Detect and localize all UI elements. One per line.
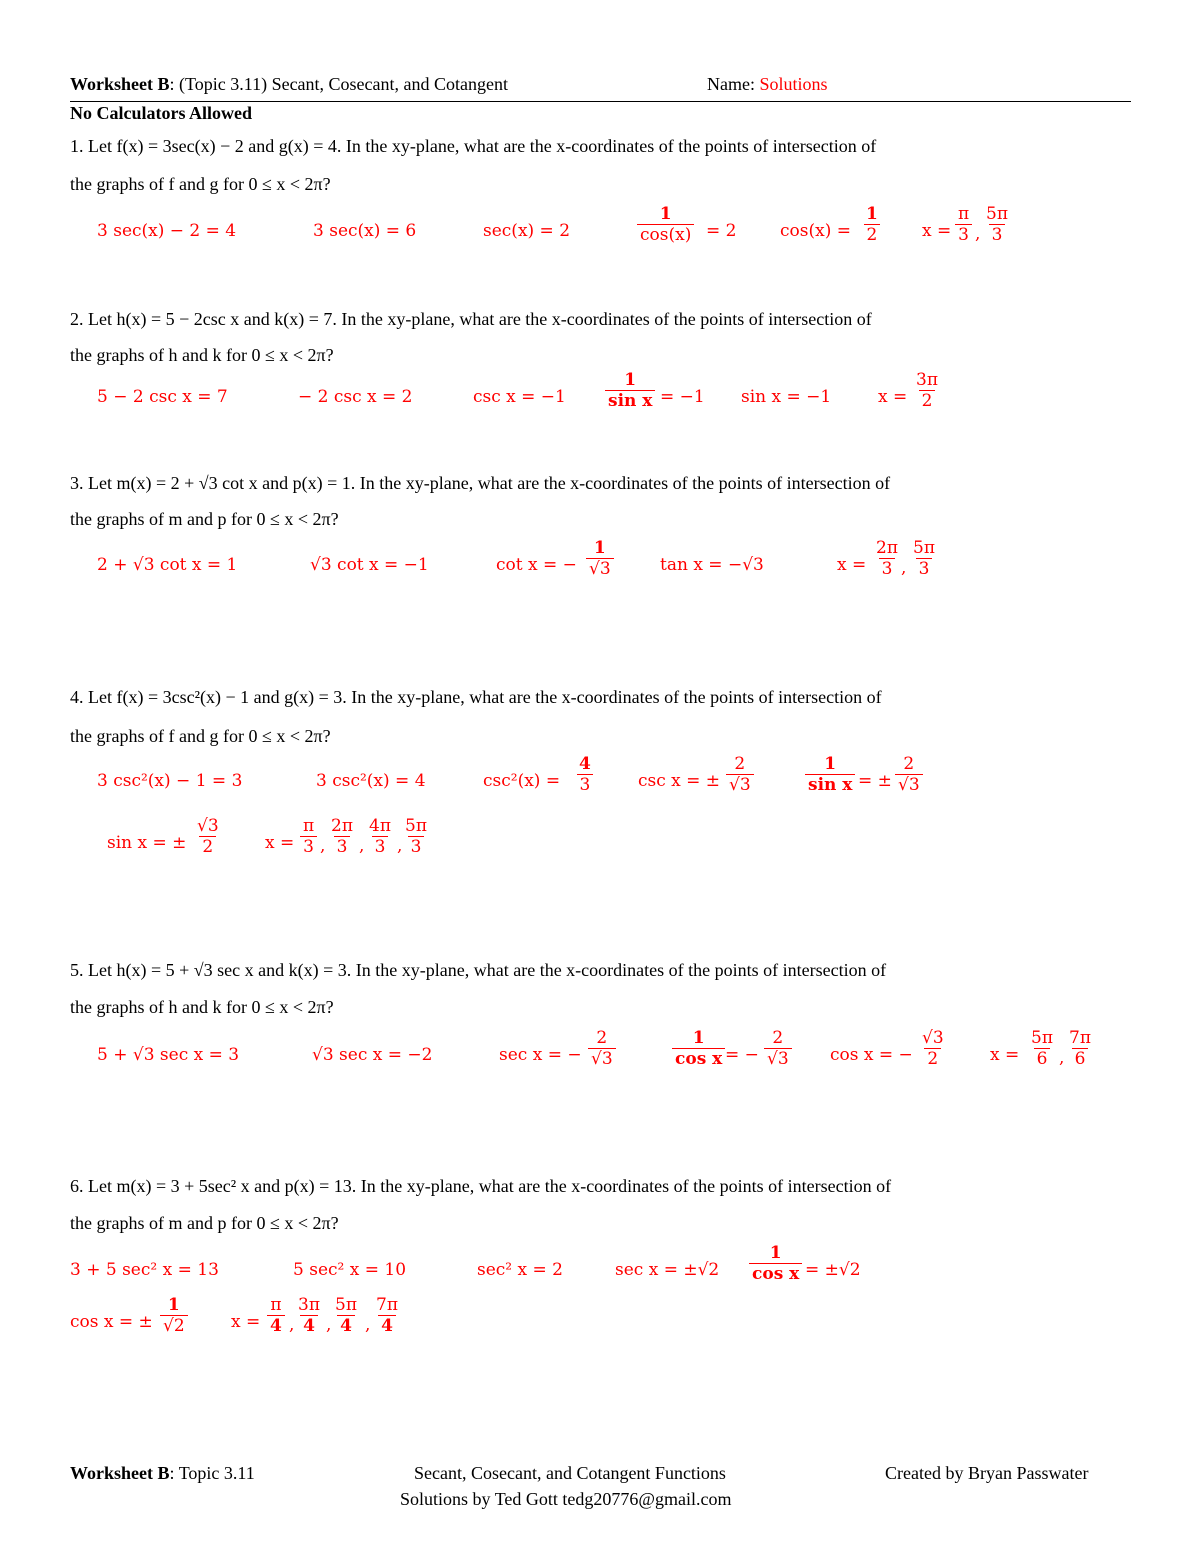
q2-answer: $\frac{3\pi}{2}$ [916, 370, 938, 411]
q1-step-3: sec(x) = 2 [483, 221, 571, 241]
question-5-line-2: the graphs of h and k for 0 ≤ x < 2π? [70, 997, 334, 1017]
q5-step-4: = − [725, 1045, 759, 1065]
question-1-line-2: the graphs of f and g for 0 ≤ x < 2π? [70, 174, 331, 194]
q6-answer-2: $\frac{3\pi}{4}$ [298, 1295, 320, 1336]
question-3-line-1: 3. Let m(x) = 2 + √3 cot x and p(x) = 1. In the xy-plane, what are the x-coordinates of the points of intersection of [70, 473, 891, 493]
question-2-line-1: 2. Let h(x) = 5 − 2csc x and k(x) = 7. In the xy-plane, what are the x-coordinates of the points of intersection of [70, 309, 872, 329]
q2-step-4: = −1 [660, 387, 705, 407]
q4-fraction-5: $\frac{√3}{2}$ [197, 816, 219, 857]
q5-fraction-3: $\frac{2}{√3}$ [764, 1028, 792, 1069]
q6-comma-1: , [289, 1315, 295, 1335]
q4-step-3: csc²(x) = [483, 771, 561, 791]
footer-topic: Secant, Cosecant, and Cotangent Functions [414, 1463, 726, 1483]
q2-step-1: 5 − 2 csc x = 7 [97, 387, 228, 407]
q4-step-5: = ± [858, 771, 892, 791]
q5-answer-2: $\frac{7\pi}{6}$ [1069, 1028, 1091, 1069]
q4-fraction-4: $\frac{2}{√3}$ [895, 754, 923, 795]
question-5-line-1: 5. Let h(x) = 5 + √3 sec x and k(x) = 3. In the xy-plane, what are the x-coordinates of the points of intersection of [70, 960, 887, 980]
q3-step-1: 2 + √3 cot x = 1 [97, 555, 238, 575]
q3-answer-label: x = [837, 555, 867, 575]
q6-answer-4: $\frac{7\pi}{4}$ [376, 1295, 398, 1336]
q1-fraction-1: $\frac{1}{\cos(x)}$ [637, 204, 694, 245]
q4-answer-label: x = [265, 833, 295, 853]
q4-fraction-2: $\frac{2}{√3}$ [726, 754, 754, 795]
q2-step-2: − 2 csc x = 2 [298, 387, 413, 407]
q4-fraction-3: $\frac{1}{\text{sin x}}$ [805, 754, 855, 795]
q5-step-5: cos x = − [830, 1045, 913, 1065]
question-6-line-2: the graphs of m and p for 0 ≤ x < 2π? [70, 1213, 339, 1233]
q4-step-2: 3 csc²(x) = 4 [316, 771, 426, 791]
name-field: Name: Solutions [707, 74, 828, 94]
question-4-line-1: 4. Let f(x) = 3csc²(x) − 1 and g(x) = 3. In the xy-plane, what are the x-coordinates of the points of intersection of [70, 687, 882, 707]
question-3-line-2: the graphs of m and p for 0 ≤ x < 2π? [70, 509, 339, 529]
footer-worksheet: Worksheet B: Topic 3.11 [70, 1463, 255, 1483]
q5-step-3: sec x = − [499, 1045, 582, 1065]
q4-comma-2: , [359, 836, 365, 856]
q6-comma-3: , [365, 1315, 371, 1335]
q1-step-1: 3 sec(x) − 2 = 4 [97, 221, 237, 241]
q1-step-2: 3 sec(x) = 6 [313, 221, 417, 241]
q2-fraction-1: $\frac{1}{\text{sin x}}$ [605, 370, 655, 411]
q6-answer-1: $\frac{\pi}{4}$ [267, 1295, 285, 1336]
q1-answer-2: $\frac{5\pi}{3}$ [986, 204, 1008, 245]
q3-step-3: cot x = − [496, 555, 577, 575]
q1-step-5: cos(x) = [780, 221, 851, 241]
q3-step-4: tan x = −√3 [660, 555, 764, 575]
q2-step-5: sin x = −1 [741, 387, 832, 407]
q6-step-1: 3 + 5 sec² x = 13 [70, 1260, 219, 1280]
q5-fraction-4: $\frac{√3}{2}$ [922, 1028, 944, 1069]
no-calculators-note: No Calculators Allowed [70, 103, 252, 123]
q5-answer-1: $\frac{5\pi}{6}$ [1031, 1028, 1053, 1069]
q6-step-4: sec x = ±√2 [615, 1260, 720, 1280]
q6-answer-3: $\frac{5\pi}{4}$ [335, 1295, 357, 1336]
q4-step-6: sin x = ± [107, 833, 187, 853]
q6-fraction-1: $\frac{1}{\text{cos x}}$ [749, 1243, 802, 1284]
question-4-line-2: the graphs of f and g for 0 ≤ x < 2π? [70, 726, 331, 746]
q3-fraction-1: $\frac{1}{√3}$ [586, 538, 614, 579]
q4-comma-3: , [397, 836, 403, 856]
q3-answer-1: $\frac{2\pi}{3}$ [876, 538, 898, 579]
q1-answer-1: $\frac{\pi}{3}$ [955, 204, 972, 245]
q6-step-3: sec² x = 2 [477, 1260, 563, 1280]
q6-step-2: 5 sec² x = 10 [293, 1260, 407, 1280]
q6-step-5: = ±√2 [805, 1260, 861, 1280]
q3-answer-2: $\frac{5\pi}{3}$ [913, 538, 935, 579]
q6-fraction-2: $\frac{1}{√2}$ [160, 1295, 188, 1336]
q5-answer-label: x = [990, 1045, 1020, 1065]
worksheet-header [70, 72, 1131, 102]
q4-answer-2: $\frac{2\pi}{3}$ [331, 816, 353, 857]
q1-fraction-2: $\frac{1}{2}$ [863, 204, 881, 245]
question-2-line-2: the graphs of h and k for 0 ≤ x < 2π? [70, 345, 334, 365]
worksheet-title: Worksheet B: (Topic 3.11) Secant, Cosecant, and Cotangent [70, 74, 508, 94]
q6-step-6: cos x = ± [70, 1312, 153, 1332]
q4-answer-1: $\frac{\pi}{3}$ [300, 816, 317, 857]
q4-step-4: csc x = ± [638, 771, 721, 791]
q5-comma: , [1059, 1048, 1065, 1068]
q4-answer-4: $\frac{5\pi}{3}$ [405, 816, 427, 857]
q5-fraction-2: $\frac{1}{\text{cos x}}$ [672, 1028, 725, 1069]
q6-comma-2: , [326, 1315, 332, 1335]
q1-step-4: = 2 [706, 221, 737, 241]
q5-fraction-1: $\frac{2}{√3}$ [588, 1028, 616, 1069]
q1-comma: , [975, 224, 981, 244]
question-6-line-1: 6. Let m(x) = 3 + 5sec² x and p(x) = 13. In the xy-plane, what are the x-coordinates of the points of intersection of [70, 1176, 892, 1196]
question-1-line-1: 1. Let f(x) = 3sec(x) − 2 and g(x) = 4. In the xy-plane, what are the x-coordinates of the points of intersection of [70, 136, 877, 156]
q5-step-2: √3 sec x = −2 [312, 1045, 433, 1065]
q5-step-1: 5 + √3 sec x = 3 [97, 1045, 240, 1065]
q4-step-1: 3 csc²(x) − 1 = 3 [97, 771, 243, 791]
q1-answer-label: x = [922, 221, 952, 241]
footer-solutions-credit: Solutions by Ted Gott tedg20776@gmail.com [400, 1489, 732, 1509]
q2-answer-label: x = [878, 387, 908, 407]
q4-answer-3: $\frac{4\pi}{3}$ [369, 816, 391, 857]
footer-author: Created by Bryan Passwater [885, 1463, 1089, 1483]
q4-comma-1: , [320, 836, 326, 856]
q3-step-2: √3 cot x = −1 [310, 555, 429, 575]
q3-comma: , [901, 558, 907, 578]
q6-answer-label: x = [231, 1312, 261, 1332]
q4-fraction-1: $\frac{4}{3}$ [576, 754, 594, 795]
q2-step-3: csc x = −1 [473, 387, 566, 407]
